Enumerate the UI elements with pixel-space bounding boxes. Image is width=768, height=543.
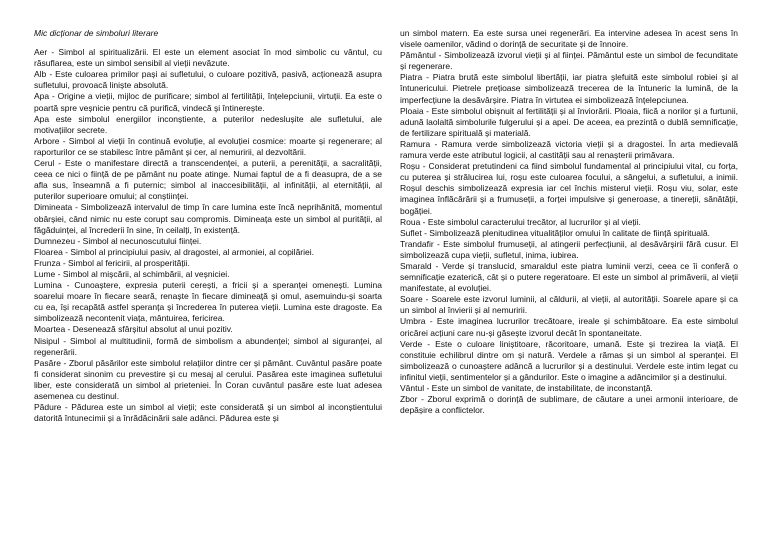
dictionary-entry: Pământul - Simbolizează izvorul vieții și al ființei. Pământul este un simbol de fecunditate și regenerare. [400, 50, 738, 72]
dictionary-entry: Umbra - Este imaginea lucrurilor trecătoare, ireale și schimbătoare. Ea este simbolul oricărei acțiuni care nu-și găsește izvorul decât în spontaneitate. [400, 316, 738, 338]
dictionary-entry: Alb - Este culoarea primilor pași ai sufletului, o culoare pozitivă, pasivă, acționează asupra sufletului, provoacă liniște absolută. [34, 69, 382, 91]
dictionary-entry: Verde - Este o culoare liniștitoare, răcoritoare, umană. Este și trezirea la viață. El constituie echilibrul dintre om și natură. Verdele a rămas și un simbol al speranței. El simbolizează o cunoaștere adâncă a lucrurilor și a destinului. Verdele este intim legat cu infinitul vieții, sentimentelor și a gândurilor. Este o imagine a adâncimilor și a destinului. [400, 338, 738, 382]
dictionary-entry: Soare - Soarele este izvorul luminii, al căldurii, al vieții, al autorității. Soarele apare și ca un simbol al învierii și al nemuririi. [400, 294, 738, 316]
dictionary-entry: Ramura - Ramura verde simbolizează victoria vieții și a dragostei. În arta medievală ramura verde este atributul logicii, al castității sau al renașterii primăvara. [400, 138, 738, 161]
dictionary-entry: Roșu - Considerat pretutindeni ca fiind simbolul fundamental al principiului vital, cu forța, cu puterea și strălucirea lui, roșu este culoarea focului, a sângelui, a sufletului, a inimii. Roșul deschis simbolizează expresia iar cel închis misterul vieții. Roșu viu, solar, este imaginea înflăcărării și a frumuseții, a forței impulsive și generoase, a tinereții, sănătății, bogăției. [400, 161, 738, 216]
dictionary-entry: Nisipul - Simbol al multitudinii, formă de simbolism a abundenței; simbol al siguranței, al regenerării. [34, 335, 382, 357]
dictionary-entry: Apa este simbolul energiilor inconștiente, a puterilor nedeslușite ale sufletului, ale motivațiilor secrete. [34, 113, 382, 135]
dictionary-entry: Lume - Simbol al mișcării, al schimbării, al veșniciei. [34, 268, 230, 279]
dictionary-entry: Zbor - Zborul exprimă o dorință de sublimare, de căutare a unei armonii interioare, de depășire a conflictelor. [400, 394, 738, 416]
left-column [34, 28, 382, 424]
dictionary-entry: Arbore - Simbol al vieții în continuă evoluție, al evoluției cosmice: moarte și regenerare; al raporturilor ce se stabilesc între pământ și cer, al nemuririi, al dezvoltării. [34, 135, 382, 157]
dictionary-entry: Trandafir - Este simbolul frumuseții, al atingerii perfecțiunii, al desăvârșirii fără cusur. El simbolizează cupa vieții, sufletul, inima, iubirea. [400, 238, 738, 260]
dictionary-entry: Ploaia - Este simbolul obișnuit al fertilității și al înviorării. Ploaia, fiică a norilor și a furtunii, adună laolaltă simbolurile fulgerului și a apei. De aceea, ea prezintă o dublă semnificație, de fertilizare spirituală și materială. [400, 105, 738, 138]
dictionary-entry: Smarald - Verde și translucid, smaraldul este piatra luminii verzi, ceea ce îi conferă o semnificație ezaterică, cât și o putere regeratoare. El este un simbol al primăverii, al vieții manifestate, al evoluției. [400, 260, 738, 294]
document-title: Mic dicționar de simboluri literare [34, 28, 159, 38]
dictionary-entry: Vântul - Este un simbol de vanitate, de instabilitate, de inconstanță. [400, 383, 653, 393]
dictionary-entry: Cerul - Este o manifestare directă a transcendenței, a puterii, a perenității, a sacralității, ceea ce nici o ființă de pe pământ nu poate atinge. Numai faptul de a fi deasupra, de a se afla sus, înseamnă a fi puternic; simbol al inaccesibilității, al infinității, al eternității, al puterilor superioare omului; al conștiinței. [34, 158, 382, 202]
right-column [400, 28, 738, 416]
dictionary-entry: Pasăre - Zborul păsărilor este simbolul relațiilor dintre cer și pământ. Cuvântul pasăre poate fi considerat sinonim cu prevestire și cu mesaj al cerului. Pasărea este imaginea sufletului liber, este considerată un simbol al prieteniei. În Coran cuvântul pasăre este luat adesea asemenea cu destinul. [34, 357, 382, 401]
dictionary-entry: un simbol matern. Ea este sursa unei regenerări. Ea intervine adesea în acest sens în visele oamenilor, vădind o dorință de securitate și de înnoire. [400, 28, 738, 50]
dictionary-entry: Frunza - Simbol al fericirii, al prosperității. [34, 257, 190, 268]
dictionary-entry: Piatra - Piatra brută este simbolul libertății, iar piatra șlefuită este simbolul robiei și al întunericului. Pietrele prețioase simbolizează trecerea de la întuneric la lumină, de la imperfecțiune la desăvârșire. Piatra în virtutea ei simbolizează înțelepciunea. [400, 72, 738, 105]
dictionary-entry: Aer - Simbol al spiritualizării. El este un element asociat în mod simbolic cu vântul, cu răsuflarea, este un simbol sensibil al vieții nevăzute. [34, 47, 382, 69]
dictionary-entry: Pădure - Pădurea este un simbol al vieții; este considerată și un simbol al inconștientului datorită întunecimii și a înrădăcinării sale adânci. Pădurea este și [34, 402, 382, 424]
dictionary-entry: Apa - Origine a vieții, mijloc de purificare; simbol al fertilității, înțelepciunii, virtuții. Ea este o poartă spre veșnicie pentru că purifică, vindecă și întinerește. [34, 91, 382, 113]
dictionary-entry: Dumnezeu - Simbol al necunoscutului ființei. [34, 235, 202, 246]
dictionary-entry: Moartea - Desenează sfârșitul absolut al unui pozitiv. [34, 324, 233, 335]
dictionary-entry: Floarea - Simbol al principiului pasiv, al dragostei, al armoniei, al copilăriei. [34, 246, 314, 257]
left-entries [34, 47, 382, 424]
dictionary-entry: Lumina - Cunoaștere, expresia puterii cerești, a fricii și a speranței omenești. Lumina soarelui moare în fiecare seară, renaște în fiecare dimineață și omul, asemuindu-și soarta cu ea, își recapătă astfel speranța și încrederea în puterea vieții. Lumina este dragoste. Ea simbolizează necontenit viața, mântuirea, fericirea. [34, 280, 382, 324]
dictionary-entry: Suflet - Simbolizează plenitudinea vitualităților omului în calitate de ființă spirituală. [400, 227, 710, 238]
dictionary-entry: Roua - Este simbolul caracterului trecător, al lucrurilor și al vieții. [400, 216, 641, 227]
dictionary-entry: Dimineata - Simbolizează intervalul de timp în care lumina este încă neprihănită, momentul obârșiei, când nimic nu este corupt sau compromis. Dimineața este un simbol al purității, al făgăduinței, al încrederii în sine, în ceilalți, în existență. [34, 202, 382, 235]
right-entries [400, 28, 738, 416]
